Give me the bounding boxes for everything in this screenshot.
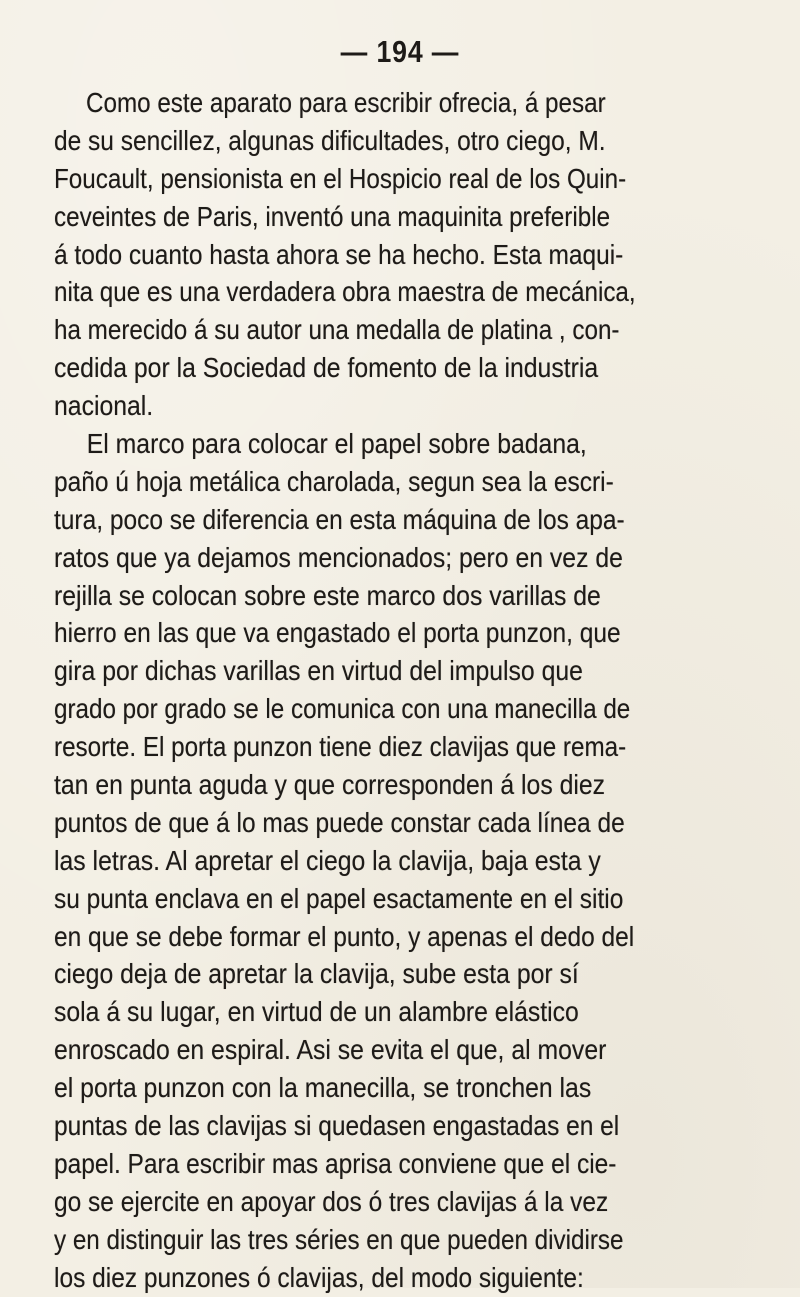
text-line: su punta enclava en el papel esactamente en el sitio	[54, 882, 624, 914]
text-line: tan en punta aguda y que corresponden á los diez	[54, 769, 606, 801]
text-line: ratos que ya dejamos mencionados; pero en vez de	[54, 541, 623, 573]
text-line: hierro en las que va engastado el porta punzon, que	[54, 617, 621, 649]
text-line: nita que es una verdadera obra maestra de mecánica,	[54, 276, 636, 308]
text-line: puntos de que á lo mas puede constar cada línea de	[54, 806, 625, 838]
text-line: resorte. El porta punzon tiene diez clavijas que rema-	[54, 731, 627, 763]
text-line: los diez punzones ó clavijas, del modo siguiente:	[54, 1261, 584, 1293]
text-line: ha merecido á su autor una medalla de platina , con-	[54, 314, 620, 346]
text-line: ciego deja de apretar la clavija, sube esta por sí	[54, 958, 579, 990]
text-line: Foucault, pensionista en el Hospicio real de los Quin-	[54, 162, 627, 194]
text-line: ceveintes de Paris, inventó una maquinita preferible	[54, 200, 611, 232]
text-line: grado por grado se le comunica con una manecilla de	[54, 693, 631, 725]
text-line: El marco para colocar el papel sobre badana,	[86, 428, 587, 460]
text-line: tura, poco se diferencia en esta máquina de los apa-	[54, 503, 625, 535]
text-line: á todo cuanto hasta ahora se ha hecho. Esta maqui-	[54, 238, 624, 270]
text-line: de su sencillez, algunas dificultades, otro ciego, M.	[54, 124, 606, 156]
text-line: y en distinguir las tres séries en que pueden dividirse	[54, 1223, 624, 1255]
text-line: papel. Para escribir mas aprisa conviene que el cie-	[54, 1147, 617, 1179]
text-line: cedida por la Sociedad de fomento de la industria	[54, 352, 599, 384]
text-line: paño ú hoja metálica charolada, segun sea la escri-	[54, 465, 614, 497]
body-text	[54, 84, 744, 1297]
text-line: el porta punzon con la manecilla, se tronchen las	[54, 1072, 592, 1104]
text-line: Como este aparato para escribir ofrecia, á pesar	[86, 87, 606, 118]
text-line: en que se debe formar el punto, y apenas el dedo del	[54, 920, 635, 952]
text-line: go se ejercite en apoyar dos ó tres clavijas á la vez	[54, 1185, 609, 1217]
text-line: sola á su lugar, en virtud de un alambre elástico	[54, 996, 579, 1028]
text-line: puntas de las clavijas si quedasen engastadas en el	[54, 1110, 620, 1142]
text-line: enroscado en espiral. Asi se evita el que, al mover	[54, 1034, 607, 1066]
page-number: — 194 —	[340, 34, 460, 69]
text-line: gira por dichas varillas en virtud del impulso que	[54, 655, 583, 687]
text-line: nacional.	[54, 390, 154, 422]
text-line: las letras. Al apretar el ciego la clavija, baja esta y	[54, 844, 601, 876]
text-line: rejilla se colocan sobre este marco dos varillas de	[54, 579, 601, 611]
